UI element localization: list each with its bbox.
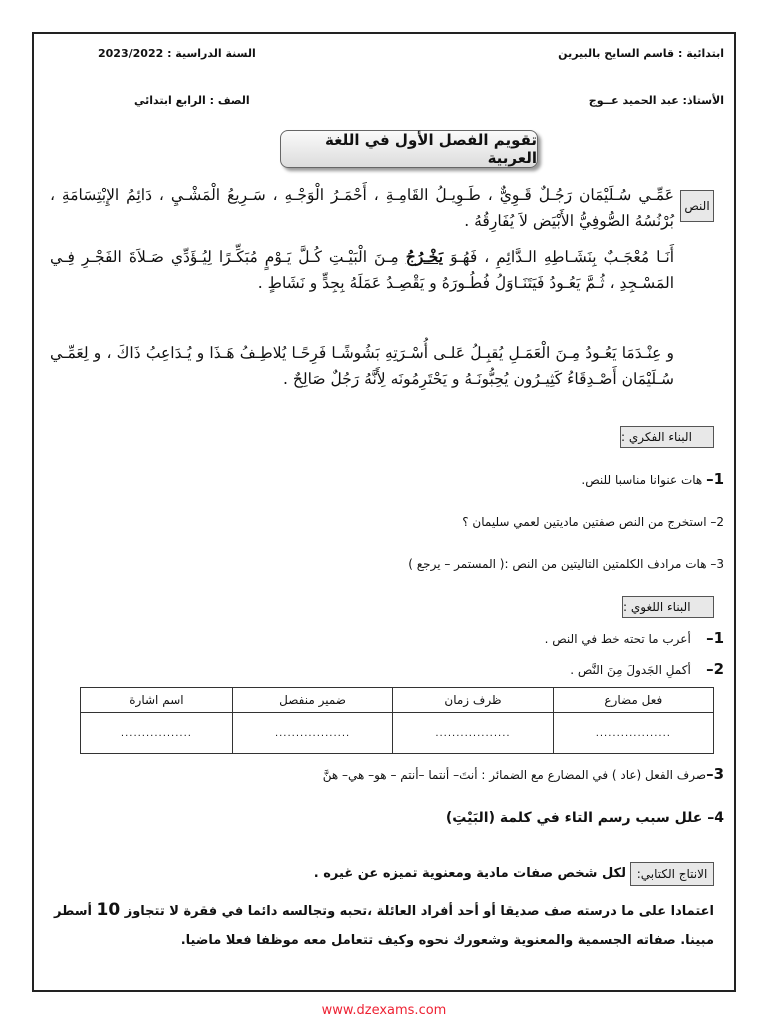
table-cell: .................. [553, 713, 713, 754]
school-name: ابتدائية : قاسم السايح بالبيرين [558, 47, 724, 60]
table-header-cell: ظرف زمان [393, 688, 553, 713]
writing-line-1-end: أسطر [54, 904, 97, 919]
text-paragraph-1: عَمِّـي سُـلَيْمَان رَجُـلٌ قَـوِيٌّ ، طَـوِيـلُ القَامِـةِ ، أَحْمَـرُ الْوَجْـهِ ، سَـرِيعُ الْمَشْـيِ ، دَائِمُ الإِبْتِسَامَةِ ، بُرْنُسُهُ الصُّوفِيُّ الأَبْيَض لاَ يُفَارِقُهُ . [50, 186, 674, 230]
lughawi-q3-text: صرف الفعل (عاد ) في المضارع مع الضمائر : أنتَ– أنتما –أنتم – هو– هي– هنَّ [322, 768, 707, 782]
text-paragraph-2 [50, 244, 674, 296]
writing-instruction-line-1 [54, 900, 714, 920]
lughawi-q2-number: 2– [706, 660, 724, 678]
page-frame [32, 32, 736, 992]
lughawi-q1-text: أعرب ما تحته خط في النص . [544, 632, 691, 646]
teacher-name: الأستاذ: عبد الحميد عــوج [588, 94, 724, 107]
page-title: تقويم الفصل الأول في اللغة العربية [280, 130, 538, 168]
table-cell: .................. [393, 713, 553, 754]
lughawi-question-3 [323, 765, 724, 783]
lughawi-question-2 [570, 660, 724, 678]
table-header-cell: ضمير منفصل [232, 688, 392, 713]
fikri-question-3: 3– هات مرادف الكلمتين التاليتين من النص :( المستمر – يرجع ) [408, 557, 724, 571]
writing-line-1-start: اعتمادا على ما درسته صف صديقا أو أحد أفراد العائلة ،تحبه وتجالسه دائما في فقرة لا تتجاوز [120, 904, 714, 919]
table-header-cell: اسم اشارة [81, 688, 233, 713]
fikri-q1-text: هات عنوانا مناسبا للنص. [581, 473, 703, 487]
fikri-label: البناء الفكري : [620, 426, 714, 448]
writing-label: الانتاج الكتابي: [630, 862, 714, 886]
class-level: الصف : الرابع ابتدائي [134, 94, 250, 107]
table-cell: .................. [232, 713, 392, 754]
writing-instruction-line-2: مبينا. صفاته الجسمية والمعنوية وشعورك نحوه وكيف تتعامل معه موظفا فعلا ماضيا. [180, 933, 714, 948]
table-header-cell: فعل مضارع [553, 688, 713, 713]
text-paragraph-2-start: أَنَـا مُعْجَـبٌ بِنَشَـاطِهِ الـدَّائِمِ ، فَهُـوَ [443, 248, 674, 266]
text-paragraph-3: و عِنْـدَمَا يَعُـودُ مِـنَ الْعَمَـلِ يُقبِـلُ عَلـى أُسْـرَتِهِ بَشُوشًـا فَرِحًـا يُلاطِـفُ هَـذَا و يُـدَاعِبُ ذَاكَ ، و لِعَمِّـي سُـلَيْمَان أَصْـدِقَاءُ كَثِيـرُون يُحِبُّونَـهُ و يَحْتَرِمُونَه لِأَنَّهُ رَجُلٌ صَالِحٌ . [50, 344, 674, 388]
text-paragraph-2-end: مِـنَ الْبَيْـتِ كُـلَّ يَـوْمٍ مُبَكِّـرًا لِيُـؤَدِّي صَـلاَةَ الفَجْـرِ فِـي المَسْـجِدِ ، ثُـمَّ يَعُـودُ فَيَتَنَـاوَلُ فُطُـورَهُ و يَقْصِـدُ عَمَلَهُ بِجِدٍّ و نَشَاطٍ . [50, 248, 674, 292]
lughawi-label: البناء اللغوي : [622, 596, 714, 618]
lughawi-q2-text: أكملِ الجَدولَ مِنَ النَّص . [570, 663, 691, 677]
table-cell: ................. [81, 713, 233, 754]
lughawi-question-4: 4– علل سبب رسم التاء في كلمة (البَيْتِ) [445, 810, 724, 826]
lughawi-q1-number: 1– [706, 629, 724, 647]
footer-watermark: www.dzexams.com [321, 1003, 447, 1018]
lughawi-q3-number: 3– [706, 765, 724, 783]
school-year: السنة الدراسية : 2023/2022 [98, 47, 256, 60]
fikri-q1-number: 1– [706, 470, 724, 488]
table-row [81, 713, 714, 754]
table-header-row [81, 688, 714, 713]
lughawi-question-1 [545, 629, 724, 647]
writing-prompt: لكل شخص صفات مادية ومعنوية تميزه عن غيره . [313, 866, 626, 881]
fikri-question-2: 2– استخرج من النص صفتين ماديتين لعمي سليمان ؟ [462, 515, 724, 529]
line-limit-number: 10 [96, 900, 121, 920]
fikri-question-1 [581, 470, 724, 488]
completion-table [80, 687, 714, 754]
text-label: النص [680, 190, 714, 222]
underlined-word: يَخْـرُجُ [405, 247, 444, 266]
